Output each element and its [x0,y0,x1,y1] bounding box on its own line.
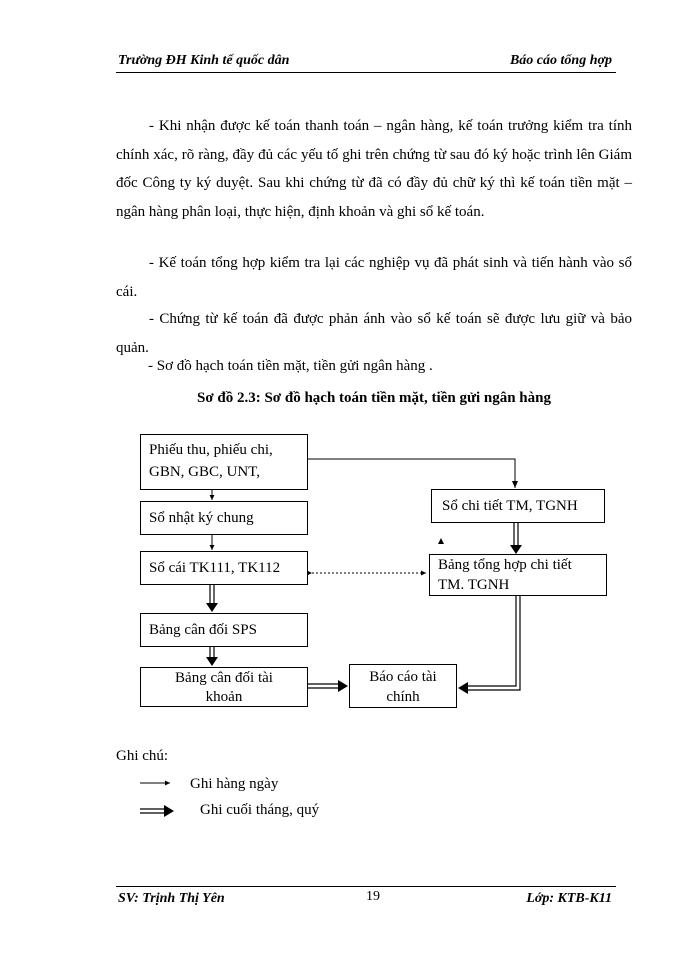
box-general-journal-label: Sổ nhật ký chung [149,510,254,526]
box-balance-sheet-line2: khoản [205,689,243,705]
header-report-title: Báo cáo tổng hợp [509,53,612,68]
arrow-sps-to-candoitk [206,657,218,666]
diagram-caption: Sơ đồ 2.3: Sơ đồ hạch toán tiền mặt, tiền gửi ngân hàng [196,390,551,406]
arrow-tonghop-to-baocao [458,682,468,694]
box-ledger-label: Sổ cái TK111, TK112 [149,560,281,576]
box-source-documents-line1: Phiếu thu, phiếu chi, [149,442,273,458]
box-source-documents-line2: GBN, GBC, UNT, [149,464,260,480]
legend-periodic-label: Ghi cuối tháng, quý [200,802,320,818]
box-balance-sheet [140,667,308,707]
header-school: Trường ĐH Kinh tế quốc dân [118,53,290,68]
paragraph-4: - Sơ đồ hạch toán tiền mặt, tiền gửi ngân hàng . [148,358,433,374]
footer-page-number: 19 [366,889,380,904]
box-summary-table [429,554,607,596]
box-trial-balance-label: Bảng cân đối SPS [149,622,257,638]
box-ledger [140,551,308,585]
page-footer [116,886,616,911]
legend-title: Ghi chú: [116,748,169,764]
footer-student: SV: Trịnh Thị Yên [118,891,225,906]
box-balance-sheet-line1: Bảng cân đối tài [175,670,273,686]
paragraph-1-text: - Khi nhận được kế toán thanh toán – ngân hàng, kế toán trưởng kiểm tra tính chính xác, rõ ràng, đầy đủ các yếu tố ghi trên chứng từ sau đó ký hoặc trình lên Giám đốc Công ty ký duyệt. Sau khi chứng từ đã có đầy đủ chữ ký thì kế toán tiền mặt – ngân hàng phân loại, thực hiện, định khoản và ghi sổ kế toán. [116,118,632,220]
box-financial-report [349,664,457,708]
paragraph-2-text: - Kế toán tổng hợp kiểm tra lại các nghiệp vụ đã phát sinh và tiến hành vào sổ cái. [116,255,632,300]
box-trial-balance [140,613,308,647]
arrow-socai-to-sps [206,603,218,612]
box-summary-table-line2: TM. TGNH [438,577,510,593]
footer-class: Lớp: KTB-K11 [526,891,612,906]
paragraph-3-text: - Chứng từ kế toán đã được phản ánh vào sổ kế toán sẽ được lưu giữ và bảo quản. [116,311,632,356]
arrow-sochitiet-to-tonghop [510,545,522,554]
box-detail-ledger [431,489,605,523]
box-detail-ledger-label: Sổ chi tiết TM, TGNH [442,498,578,514]
arrow-tick-mark [438,538,444,544]
box-financial-report-line2: chính [386,689,420,705]
arrow-phieu-to-sochitiet [308,459,515,488]
box-summary-table-line1: Bảng tổng hợp chi tiết [438,557,572,573]
box-source-documents [140,434,308,490]
box-financial-report-line1: Báo cáo tài [369,669,437,685]
box-general-journal [140,501,308,535]
arrow-candoitk-to-baocao [338,680,348,692]
legend-daily-label: Ghi hàng ngày [190,776,279,792]
legend-double-arrow [164,805,174,817]
